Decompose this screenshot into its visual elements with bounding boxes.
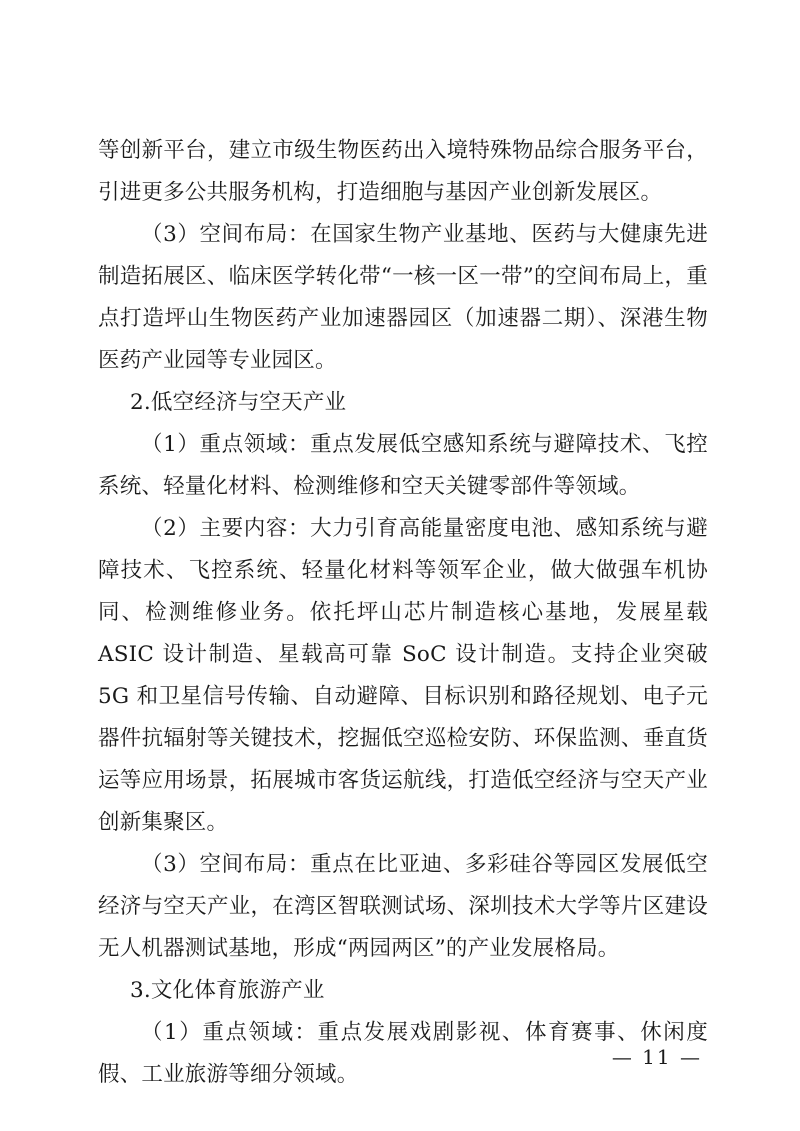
document-body <box>98 130 708 1096</box>
paragraph-spatial-layout-2: （3）空间布局：重点在比亚迪、多彩硅谷等园区发展低空经济与空天产业，在湾区智联测试场、深圳技术大学等片区建设无人机器测试基地，形成“两园两区”的产业发展格局。 <box>98 852 708 961</box>
paragraph-continued: 等创新平台，建立市级生物医药出入境特殊物品综合服务平台，引进更多公共服务机构，打造细胞与基因产业创新发展区。 <box>98 138 708 205</box>
paragraph-key-areas-2: （1）重点领域：重点发展戏剧影视、体育赛事、休闲度假、工业旅游等细分领域。 <box>98 1020 708 1087</box>
paragraph-spatial-layout: （3）空间布局：在国家生物产业基地、医药与大健康先进制造拓展区、临床医学转化带“一核一区一带”的空间布局上，重点打造坪山生物医药产业加速器园区（加速器二期）、深港生物医药产业园等专业园区。 <box>98 222 708 373</box>
paragraph-key-areas: （1）重点领域：重点发展低空感知系统与避障技术、飞控系统、轻量化材料、检测维修和空天关键零部件等领域。 <box>98 432 708 499</box>
heading-low-altitude-economy: 2.低空经济与空天产业 <box>130 390 347 415</box>
heading-culture-sports-tourism: 3.文化体育旅游产业 <box>130 978 325 1003</box>
page-number <box>612 1045 702 1069</box>
page-number-label: — 11 — <box>611 1045 702 1069</box>
paragraph-main-content: （2）主要内容：大力引育高能量密度电池、感知系统与避障技术、飞控系统、轻量化材料等领军企业，做大做强车机协同、检测维修业务。依托坪山芯片制造核心基地，发展星载 ASIC 设计制造、星载高可靠 SoC 设计制造。支持企业突破 5G 和卫星信号传输、自动避障、目标识别和路径规划、电子元器件抗辐射等关键技术，挖掘低空巡检安防、环保监测、垂直货运等应用场景，拓展城市客货运航线，打造低空经济与空天产业创新集聚区。 <box>98 516 708 835</box>
